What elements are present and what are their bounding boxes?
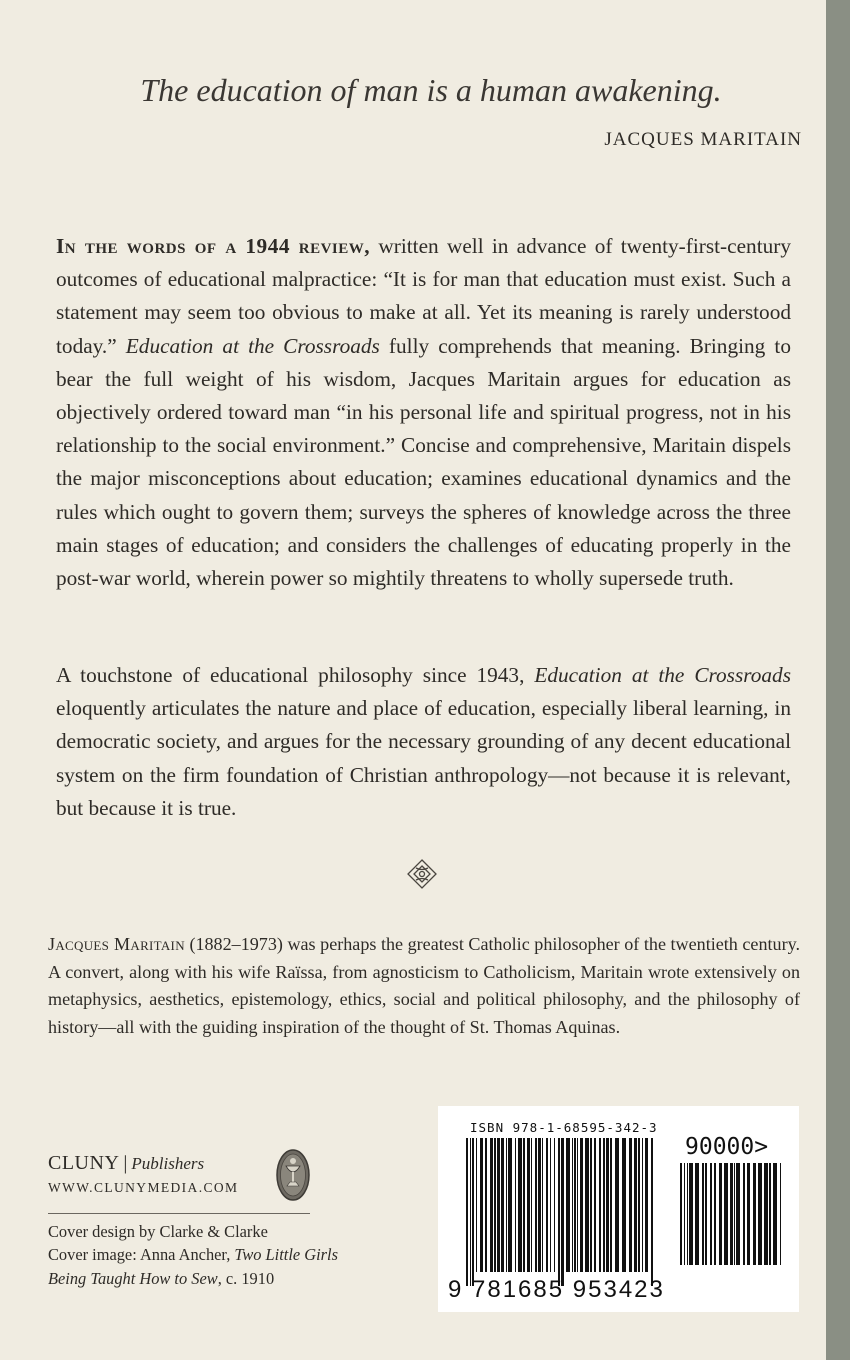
- barcode-stripe: [561, 1138, 564, 1286]
- barcode-stripe: [695, 1163, 699, 1265]
- barcode-stripe: [546, 1138, 548, 1272]
- publisher-seal-icon: [275, 1148, 311, 1202]
- barcode-stripe: [497, 1138, 500, 1272]
- barcode-stripe: [501, 1138, 504, 1272]
- author-bio: [48, 931, 800, 1041]
- barcode-stripe: [642, 1138, 643, 1272]
- barcode-stripe: [574, 1138, 576, 1272]
- epigraph-attribution: JACQUES MARITAIN: [604, 129, 802, 150]
- book-title-ref: Education at the Crossroads: [125, 333, 380, 358]
- barcode-stripe: [645, 1138, 648, 1272]
- ean-digits: 9 781685 953423: [448, 1276, 665, 1303]
- publisher-block: [48, 1152, 238, 1196]
- barcode-stripe: [689, 1163, 693, 1265]
- barcode-stripe: [590, 1138, 592, 1272]
- barcode-stripe: [651, 1138, 653, 1286]
- cover-credits: [48, 1220, 348, 1290]
- barcode-stripe: [480, 1138, 483, 1272]
- barcode-stripe: [577, 1138, 578, 1272]
- barcode-stripe: [743, 1163, 745, 1265]
- barcode-stripe: [780, 1163, 781, 1265]
- barcode-stripe: [719, 1163, 722, 1265]
- barcode-stripe: [634, 1138, 637, 1272]
- barcode-stripe: [580, 1138, 583, 1272]
- barcode-stripe: [558, 1138, 560, 1286]
- epigraph-quote: The education of man is a human awakening.: [140, 72, 722, 108]
- barcode-stripe: [490, 1138, 493, 1272]
- barcode-stripe: [730, 1163, 733, 1265]
- barcode-stripe: [494, 1138, 496, 1272]
- barcode-stripe: [485, 1138, 487, 1272]
- barcode-stripe: [542, 1138, 543, 1272]
- publisher-label: Publishers: [131, 1154, 205, 1173]
- spine-edge: [826, 0, 850, 1360]
- addon-barcode: [680, 1163, 784, 1283]
- publisher-separator: |: [123, 1152, 128, 1174]
- book-title-ref: Education at the Crossroads: [534, 663, 791, 687]
- barcode-stripe: [523, 1138, 525, 1272]
- barcode-stripe: [764, 1163, 768, 1265]
- barcode-stripe: [585, 1138, 589, 1272]
- barcode-stripe: [758, 1163, 762, 1265]
- blurb-p1-text-a: written well in advance of twenty-first-century outcomes of educational malpractice: “It is for man that education must exist. Such a statement may seem too obvious to make at all. Yet its meaning is rarely understood today.”: [56, 234, 792, 358]
- barcode-stripe: [466, 1138, 468, 1286]
- barcode-stripe: [506, 1138, 507, 1272]
- barcode-stripe: [476, 1138, 477, 1272]
- ean-barcode: [466, 1138, 656, 1298]
- barcode-stripe: [594, 1138, 596, 1272]
- barcode-stripe: [747, 1163, 750, 1265]
- barcode-stripe: [615, 1138, 619, 1272]
- blurb-paragraph-1: [56, 230, 791, 595]
- barcode-stripe: [531, 1138, 532, 1272]
- barcode-stripe: [538, 1138, 541, 1272]
- author-bio-text: (1882–1973) was perhaps the greatest Catholic philosopher of the twentieth century. A convert, along with his wife Raïssa, from agnosticism to Catholicism, Maritain wrote extensively on metaphysics, aesthetics, epistemology, ethics, social and political philosophy, and the philosophy of history—all with the guiding inspiration of the thought of St. Thomas Aquinas.: [48, 934, 800, 1037]
- barcode-stripe: [629, 1138, 632, 1272]
- barcode-stripe: [638, 1138, 640, 1272]
- blurb-paragraph-2: [56, 659, 791, 825]
- barcode-stripe: [606, 1138, 609, 1272]
- barcode-stripe: [769, 1163, 771, 1265]
- barcode-stripe: [622, 1138, 626, 1272]
- barcode-stripe: [710, 1163, 712, 1265]
- barcode-stripe: [566, 1138, 570, 1272]
- barcode-stripe: [680, 1163, 682, 1265]
- barcode-stripe: [736, 1163, 740, 1265]
- blurb-p1-text-b: fully comprehends that meaning. Bringing to bear the full weight of his wisdom, Jacques Maritain argues for education as objectively ordered toward man “in his personal life and spiritual progress, not in his relationship to the social environment.” Concise and comprehensive, Maritain dispels the major misconceptions about education; examines educational dynamics and the rules which ought to govern them; surveys the spheres of knowledge across the three main stages of education; and considers the challenges of educating properly in the post-war world, wherein power so mightily threatens to wholly supersede truth.: [56, 333, 791, 591]
- barcode-stripe: [518, 1138, 522, 1272]
- author-name: Jacques Maritain: [48, 934, 185, 954]
- painting-title: Two Little Girls Being Taught How to Sew: [48, 1245, 338, 1288]
- barcode-stripe: [515, 1138, 516, 1272]
- cover-design-credit: Cover design by Clarke & Clarke: [48, 1222, 268, 1241]
- fleuron-ornament-icon: [406, 858, 438, 890]
- barcode-stripe: [734, 1163, 735, 1265]
- blurb-p2-text-a: A touchstone of educational philosophy since 1943,: [56, 663, 535, 687]
- barcode-stripe: [535, 1138, 537, 1272]
- isbn-label: ISBN 978-1-68595-342-3: [470, 1120, 658, 1135]
- divider: [48, 1213, 310, 1214]
- barcode-stripe: [550, 1138, 551, 1272]
- barcode-stripe: [470, 1138, 471, 1286]
- barcode-stripe: [527, 1138, 530, 1272]
- publisher-url: WWW.CLUNYMEDIA.COM: [48, 1180, 239, 1195]
- barcode-stripe: [724, 1163, 728, 1265]
- barcode-stripe: [753, 1163, 756, 1265]
- barcode-stripe: [610, 1138, 612, 1272]
- barcode-stripe: [684, 1163, 685, 1265]
- barcode-stripe: [714, 1163, 716, 1265]
- barcode-stripe: [773, 1163, 777, 1265]
- barcode-stripe: [705, 1163, 707, 1265]
- barcode-stripe: [508, 1138, 512, 1272]
- barcode-stripe: [599, 1138, 601, 1272]
- publisher-name: CLUNY: [48, 1152, 120, 1174]
- barcode-stripe: [603, 1138, 605, 1272]
- blurb-lead-in: In the words of a 1944 review,: [56, 234, 371, 258]
- barcode-stripe: [554, 1138, 555, 1272]
- epigraph: [60, 72, 802, 151]
- barcode-stripe: [472, 1138, 474, 1286]
- barcode-stripe: [687, 1163, 688, 1265]
- barcode-stripe: [572, 1138, 573, 1272]
- price-code: 90000>: [685, 1134, 769, 1160]
- blurb-p2-text-b: eloquently articulates the nature and place of education, especially liberal learning, in democratic society, and argues for the necessary grounding of any decent educational system on the firm foundation of Christian anthropology—not because it is relevant, but because it is true.: [56, 696, 791, 820]
- barcode-stripe: [702, 1163, 704, 1265]
- cover-image-credit: Cover image: Anna Ancher, Two Little Girls Being Taught How to Sew, c. 1910: [48, 1245, 338, 1288]
